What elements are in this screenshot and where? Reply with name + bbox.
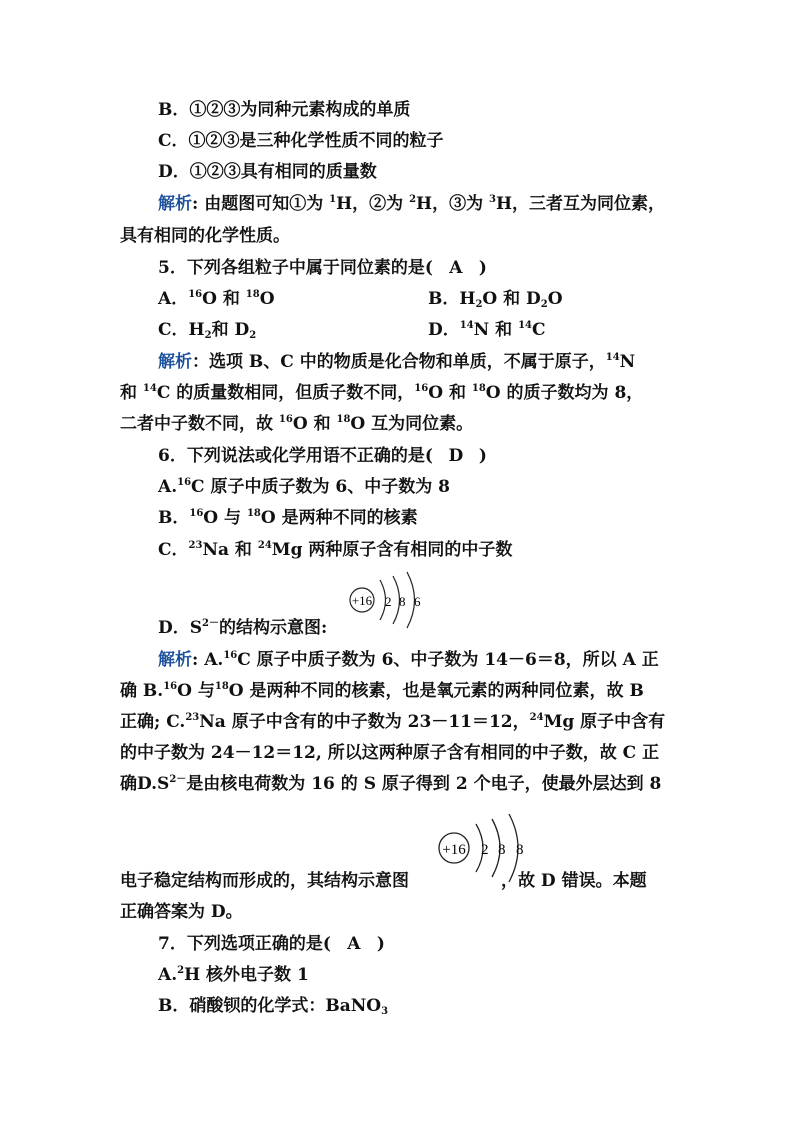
answer: A	[347, 934, 361, 954]
shell-2-electrons: 8	[498, 842, 506, 858]
text: H 核外电子数 1	[184, 965, 309, 985]
q7-option-b	[158, 995, 388, 1017]
mass-number: 16	[163, 681, 178, 692]
text: O 与	[203, 508, 247, 528]
mass-number: 2	[177, 965, 185, 976]
q6-analysis-line-6	[120, 870, 647, 892]
text: O 和	[428, 383, 472, 403]
text: B．	[158, 508, 190, 528]
question-text: 7．下列选项正确的是(	[158, 934, 331, 954]
analysis-label: 解析	[158, 194, 192, 214]
text: 正确; C.	[120, 712, 186, 732]
text: 的结构示意图:	[219, 618, 328, 638]
mass-number: 16	[223, 650, 238, 661]
answer: D	[448, 446, 464, 466]
text: O 的质子数均为 8，	[485, 383, 644, 403]
text: 二者中子数不同，故	[120, 414, 279, 434]
mass-number: 16	[177, 477, 192, 488]
ion-charge: 2－	[202, 618, 219, 629]
q6-option-b	[158, 507, 418, 529]
q6-option-d	[158, 617, 327, 639]
analysis-label: 解析	[158, 650, 192, 670]
text: ：选项 B、C 中的物质是化合物和单质，不属于原子，	[192, 352, 606, 372]
mass-number: 16	[278, 414, 293, 425]
q6-analysis-line-5	[120, 773, 661, 795]
mass-number: 14	[142, 383, 157, 394]
shell-1-electrons: 2	[385, 594, 392, 609]
q6-analysis-line-4: 的中子数为 24－12＝12, 所以这两种原子含有相同的中子数，故 C 正	[120, 743, 660, 763]
paren: )	[478, 446, 487, 466]
text: O 是两种不同的核素	[260, 508, 418, 528]
mass-number: 18	[214, 681, 229, 692]
text: A．	[158, 289, 189, 309]
q4-option-b: B．①②③为同种元素构成的单质	[158, 100, 411, 120]
text: B．硝酸钡的化学式：BaNO	[158, 996, 382, 1016]
q6-option-a	[158, 476, 450, 498]
mass-number: 14	[518, 320, 532, 331]
shell-3-electrons: 8	[516, 842, 524, 858]
mass-number: 1	[329, 194, 337, 205]
text: 和	[120, 383, 143, 403]
text: D．	[428, 320, 460, 340]
sulfide-ion-structure-diagram	[346, 566, 432, 636]
q4-option-c: C．①②③是三种化学性质不同的粒子	[158, 131, 444, 151]
subscript: 3	[381, 1006, 389, 1017]
q7-stem	[158, 933, 385, 955]
q6-analysis-line-1	[158, 649, 659, 671]
mass-number: 18	[245, 289, 260, 300]
mass-number: 14	[605, 352, 620, 363]
text: O 和 D	[482, 289, 541, 309]
q4-option-d: D．①②③具有相同的质量数	[158, 162, 377, 182]
paren: )	[376, 934, 385, 954]
shell-1-electrons: 2	[481, 842, 489, 858]
mass-number: 18	[336, 414, 351, 425]
text: : 由题图可知①为	[192, 194, 330, 214]
text: C 原子中质子数为 6、中子数为 14－6＝8，所以 A 正	[237, 650, 659, 670]
text: Na 原子中含有的中子数为 23－11＝12，	[199, 712, 530, 732]
q5-option-d	[428, 319, 546, 341]
text: C．H	[158, 320, 205, 340]
q6-analysis-line-3	[120, 711, 665, 733]
mass-number: 23	[185, 712, 200, 723]
q5-analysis-line-1	[158, 351, 635, 373]
text: A.	[158, 477, 178, 497]
mass-number: 2	[409, 194, 417, 205]
subscript: 2	[540, 299, 548, 310]
text: C 的质量数相同，但质子数不同，	[156, 383, 415, 403]
text: H，②为	[336, 194, 410, 214]
answer: A	[449, 258, 463, 278]
q5-analysis-line-2	[120, 382, 643, 404]
text: N 和	[473, 320, 519, 340]
text: 确 B.	[120, 681, 164, 701]
mass-number: 24	[257, 540, 272, 551]
text: O 互为同位素。	[350, 414, 474, 434]
q5-option-c	[158, 319, 256, 341]
shell-2-electrons: 8	[399, 594, 406, 609]
text: Mg 两种原子含有相同的中子数	[271, 540, 513, 560]
text: C	[531, 320, 546, 340]
mass-number: 18	[471, 383, 486, 394]
nucleus-charge: +16	[442, 842, 466, 858]
q7-option-a	[158, 964, 309, 986]
mass-number: 16	[188, 289, 203, 300]
text: O	[547, 289, 563, 309]
subscript: 2	[204, 330, 212, 341]
nucleus-charge: +16	[351, 593, 373, 608]
q5-stem	[158, 257, 487, 279]
shell-3-electrons: 6	[414, 594, 421, 609]
text: O 和	[202, 289, 246, 309]
text: : A.	[192, 650, 224, 670]
text: 确D.S	[120, 774, 170, 794]
text: O	[259, 289, 275, 309]
text: O 与	[177, 681, 215, 701]
text: ，故 D 错误。本题	[501, 871, 647, 891]
mass-number: 18	[246, 508, 261, 519]
question-text: 5．下列各组粒子中属于同位素的是(	[158, 258, 433, 278]
text: A.	[158, 965, 178, 985]
q6-stem	[158, 445, 487, 467]
question-text: 6．下列说法或化学用语不正确的是(	[158, 446, 433, 466]
subscript: 2	[475, 299, 483, 310]
q6-analysis-line-2	[120, 680, 644, 702]
mass-number: 14	[459, 320, 474, 331]
mass-number: 16	[189, 508, 204, 519]
text: C 原子中质子数为 6、中子数为 8	[191, 477, 450, 497]
text: 是由核电荷数为 16 的 S 原子得到 2 个电子，使最外层达到 8	[186, 774, 662, 794]
text: 和 D	[211, 320, 250, 340]
mass-number: 16	[414, 383, 429, 394]
ion-charge: 2－	[169, 774, 187, 785]
text: D．S	[158, 618, 203, 638]
text: Mg 原子中含有	[543, 712, 666, 732]
analysis-label: 解析	[158, 352, 192, 372]
subscript: 2	[249, 330, 257, 341]
q6-option-c	[158, 539, 512, 561]
q6-analysis-line-7: 正确答案为 D。	[120, 902, 243, 922]
text: H，③为	[416, 194, 490, 214]
text: C．	[158, 540, 189, 560]
text: Na 和	[202, 540, 258, 560]
q4-analysis-line-2: 具有相同的化学性质。	[120, 226, 290, 246]
q4-analysis-line-1	[158, 193, 665, 215]
text: B．H	[428, 289, 476, 309]
text: 电子稳定结构而形成的，其结构示意图	[120, 871, 409, 891]
text: N	[619, 352, 636, 372]
mass-number: 3	[489, 194, 496, 205]
mass-number: 24	[529, 712, 544, 723]
q5-option-a	[158, 288, 275, 310]
paren: )	[478, 258, 487, 278]
q5-option-b	[428, 288, 563, 310]
text: O 和	[292, 414, 337, 434]
q5-analysis-line-3	[120, 413, 473, 435]
text: O 是两种不同的核素，也是氧元素的两种同位素，故 B	[228, 681, 644, 701]
text: H，三者互为同位素，	[496, 194, 666, 214]
mass-number: 23	[188, 540, 203, 551]
